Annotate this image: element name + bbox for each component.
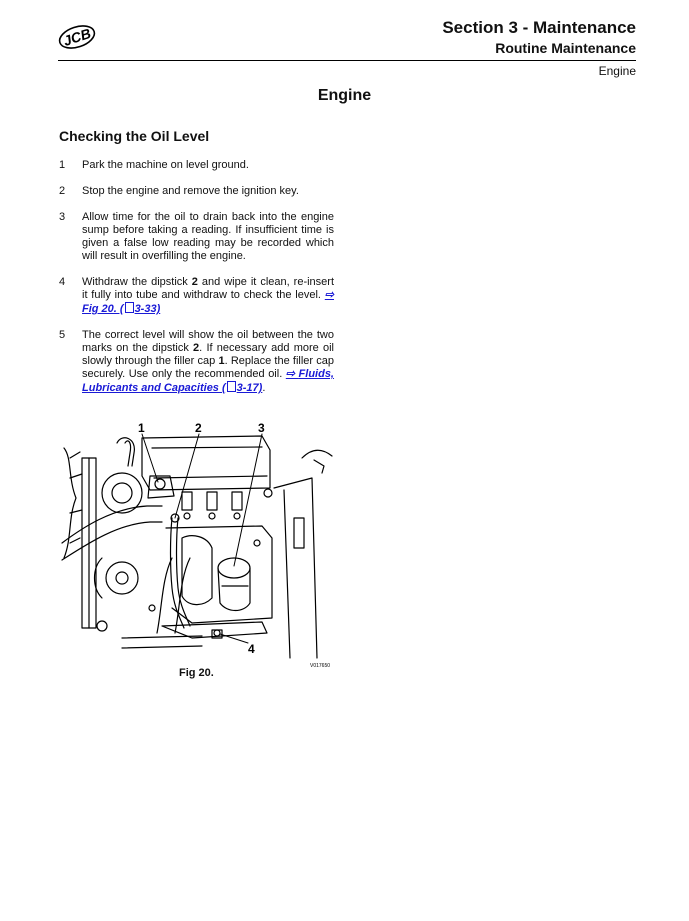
figure-caption: Fig 20.: [179, 667, 214, 679]
callout-4: 4: [248, 642, 255, 656]
subheading: Checking the Oil Level: [59, 128, 210, 144]
subsection-title: Routine Maintenance: [495, 40, 636, 56]
callout-2: 2: [195, 421, 202, 435]
step-number: 1: [59, 159, 66, 171]
step-text: The correct level will show the oil between the two marks on the dipstick 2. If necessary add more oil slowly through the filler cap 1. Replace the filler cap securely. Use only the recommended oil. ⇨ Fluids, Lubricants and Capacities ( 3-17).: [82, 329, 335, 394]
fig-20-link[interactable]: ⇨ Fig 20. ( 3-33): [82, 289, 334, 315]
section-title: Section 3 - Maintenance: [442, 18, 636, 37]
page-title: Engine: [317, 87, 372, 104]
step-2: [59, 185, 334, 198]
jcb-logo: [56, 20, 98, 54]
step-number: 2: [59, 185, 66, 197]
topic-label: Engine: [598, 64, 636, 78]
step-number: 5: [59, 329, 66, 341]
step-1: [59, 159, 334, 172]
procedure-steps: [59, 159, 334, 408]
link-arrow-icon: ⇨: [285, 368, 299, 380]
link-arrow-icon: ⇨: [324, 289, 334, 301]
page-icon: [227, 381, 236, 392]
fluids-lubricants-link[interactable]: ⇨ Fluids, Lubricants and Capacities ( 3-17): [82, 368, 334, 394]
engine-illustration: [62, 418, 336, 669]
step-4: [59, 276, 334, 316]
logo-text: JCB: [61, 25, 93, 49]
callout-3: 3: [258, 421, 265, 435]
figure-ref-code: V017650: [310, 663, 331, 669]
header-divider: [58, 60, 636, 61]
step-text: Park the machine on level ground.: [82, 159, 249, 171]
step-number: 4: [59, 276, 66, 288]
page-icon: [125, 302, 134, 313]
step-text: Allow time for the oil to drain back into the engine sump before taking a reading. If insufficient time is given a false low reading may be recorded which will result in overfilling the engine.: [82, 211, 334, 262]
step-text: Stop the engine and remove the ignition key.: [82, 185, 299, 197]
callout-1: 1: [138, 421, 145, 435]
step-text: Withdraw the dipstick 2 and wipe it clean, re-insert it fully into tube and withdraw to check the level. ⇨ Fig 20. ( 3-33): [82, 276, 335, 315]
step-number: 3: [59, 211, 66, 223]
step-3: [59, 211, 334, 263]
step-5: [59, 329, 334, 395]
